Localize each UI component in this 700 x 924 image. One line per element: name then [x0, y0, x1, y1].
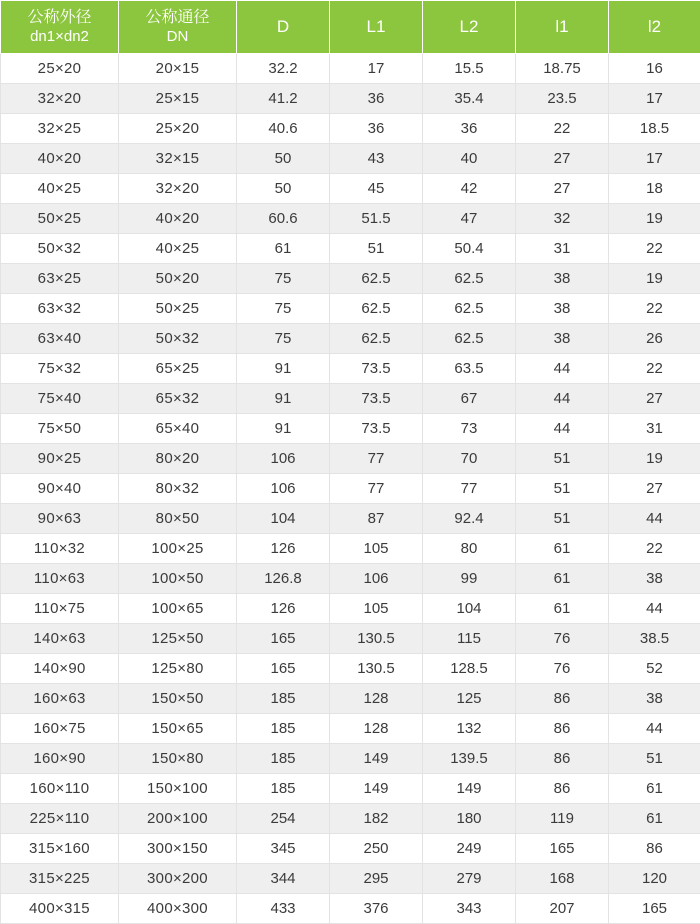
cell-l2-upper: 47 [423, 204, 516, 234]
table-row [1, 204, 700, 234]
cell-l1-upper: 43 [330, 144, 423, 174]
column-header-l2-lower: l2 [609, 1, 700, 54]
table-row [1, 354, 700, 384]
cell-d: 50 [237, 174, 330, 204]
cell-nominal-outer-diameter: 315×225 [1, 864, 119, 894]
cell-d: 185 [237, 744, 330, 774]
cell-d: 75 [237, 294, 330, 324]
cell-l2-lower: 27 [609, 474, 700, 504]
cell-l1-upper: 36 [330, 84, 423, 114]
cell-l1-lower: 61 [516, 594, 609, 624]
cell-l1-lower: 76 [516, 624, 609, 654]
table-row [1, 834, 700, 864]
cell-l2-upper: 67 [423, 384, 516, 414]
cell-l1-upper: 250 [330, 834, 423, 864]
cell-l1-lower: 18.75 [516, 54, 609, 84]
table-row [1, 684, 700, 714]
cell-d: 75 [237, 324, 330, 354]
cell-l1-upper: 128 [330, 684, 423, 714]
cell-nominal-outer-diameter: 90×25 [1, 444, 119, 474]
cell-l2-lower: 17 [609, 84, 700, 114]
table-row [1, 774, 700, 804]
cell-l2-lower: 165 [609, 894, 700, 924]
cell-d: 91 [237, 414, 330, 444]
cell-l1-lower: 61 [516, 534, 609, 564]
cell-nominal-diameter: 100×25 [119, 534, 237, 564]
cell-l2-lower: 44 [609, 714, 700, 744]
table-header-row [1, 1, 700, 54]
table-row [1, 804, 700, 834]
cell-nominal-diameter: 65×32 [119, 384, 237, 414]
cell-nominal-diameter: 25×20 [119, 114, 237, 144]
cell-d: 61 [237, 234, 330, 264]
cell-nominal-outer-diameter: 32×20 [1, 84, 119, 114]
cell-nominal-outer-diameter: 110×32 [1, 534, 119, 564]
cell-l1-upper: 128 [330, 714, 423, 744]
cell-l2-upper: 42 [423, 174, 516, 204]
cell-l2-upper: 70 [423, 444, 516, 474]
table-row [1, 324, 700, 354]
cell-l2-lower: 51 [609, 744, 700, 774]
cell-l1-lower: 38 [516, 324, 609, 354]
cell-l2-upper: 92.4 [423, 504, 516, 534]
table-row [1, 654, 700, 684]
cell-nominal-diameter: 200×100 [119, 804, 237, 834]
cell-nominal-outer-diameter: 63×40 [1, 324, 119, 354]
cell-l2-lower: 61 [609, 804, 700, 834]
table-row [1, 174, 700, 204]
cell-l2-upper: 77 [423, 474, 516, 504]
cell-l2-lower: 19 [609, 444, 700, 474]
table-row [1, 294, 700, 324]
cell-l2-lower: 17 [609, 144, 700, 174]
cell-d: 50 [237, 144, 330, 174]
cell-l2-lower: 27 [609, 384, 700, 414]
cell-l1-upper: 17 [330, 54, 423, 84]
column-header-d: D [237, 1, 330, 54]
cell-d: 75 [237, 264, 330, 294]
cell-l2-lower: 22 [609, 354, 700, 384]
cell-nominal-diameter: 100×50 [119, 564, 237, 594]
cell-d: 106 [237, 444, 330, 474]
cell-l2-upper: 35.4 [423, 84, 516, 114]
cell-l2-lower: 120 [609, 864, 700, 894]
cell-l1-upper: 130.5 [330, 624, 423, 654]
cell-d: 106 [237, 474, 330, 504]
cell-d: 254 [237, 804, 330, 834]
cell-d: 32.2 [237, 54, 330, 84]
cell-l2-upper: 40 [423, 144, 516, 174]
cell-l1-upper: 73.5 [330, 414, 423, 444]
cell-l2-lower: 18.5 [609, 114, 700, 144]
cell-d: 91 [237, 384, 330, 414]
table-row [1, 234, 700, 264]
cell-l2-lower: 26 [609, 324, 700, 354]
cell-d: 126.8 [237, 564, 330, 594]
cell-l2-lower: 22 [609, 534, 700, 564]
cell-nominal-outer-diameter: 160×110 [1, 774, 119, 804]
cell-l2-upper: 343 [423, 894, 516, 924]
column-header-main-text: 公称外径 [27, 9, 91, 26]
cell-l2-lower: 31 [609, 414, 700, 444]
cell-nominal-diameter: 300×150 [119, 834, 237, 864]
cell-nominal-diameter: 150×50 [119, 684, 237, 714]
cell-l2-lower: 38 [609, 684, 700, 714]
cell-l1-upper: 51 [330, 234, 423, 264]
cell-l1-lower: 207 [516, 894, 609, 924]
cell-nominal-outer-diameter: 50×25 [1, 204, 119, 234]
cell-l1-lower: 44 [516, 354, 609, 384]
table-row [1, 744, 700, 774]
cell-l1-upper: 62.5 [330, 294, 423, 324]
cell-nominal-outer-diameter: 90×63 [1, 504, 119, 534]
cell-l2-lower: 44 [609, 504, 700, 534]
cell-nominal-diameter: 80×32 [119, 474, 237, 504]
cell-l2-upper: 249 [423, 834, 516, 864]
cell-l1-lower: 27 [516, 174, 609, 204]
cell-d: 433 [237, 894, 330, 924]
cell-l2-lower: 86 [609, 834, 700, 864]
cell-l1-upper: 87 [330, 504, 423, 534]
table-row [1, 474, 700, 504]
table-row [1, 534, 700, 564]
column-header-l1-lower: l1 [516, 1, 609, 54]
cell-l2-upper: 36 [423, 114, 516, 144]
cell-nominal-outer-diameter: 140×63 [1, 624, 119, 654]
cell-l1-lower: 31 [516, 234, 609, 264]
cell-nominal-outer-diameter: 40×25 [1, 174, 119, 204]
cell-d: 165 [237, 654, 330, 684]
cell-nominal-diameter: 300×200 [119, 864, 237, 894]
cell-d: 185 [237, 684, 330, 714]
cell-nominal-outer-diameter: 75×50 [1, 414, 119, 444]
cell-l2-upper: 62.5 [423, 264, 516, 294]
cell-l1-lower: 165 [516, 834, 609, 864]
cell-l2-lower: 38.5 [609, 624, 700, 654]
cell-nominal-diameter: 25×15 [119, 84, 237, 114]
cell-l2-lower: 18 [609, 174, 700, 204]
cell-l1-upper: 45 [330, 174, 423, 204]
cell-nominal-diameter: 150×65 [119, 714, 237, 744]
table-row [1, 564, 700, 594]
cell-l2-upper: 125 [423, 684, 516, 714]
cell-nominal-diameter: 80×50 [119, 504, 237, 534]
cell-l2-lower: 38 [609, 564, 700, 594]
cell-d: 91 [237, 354, 330, 384]
cell-l2-lower: 19 [609, 264, 700, 294]
cell-l2-upper: 104 [423, 594, 516, 624]
cell-l1-upper: 51.5 [330, 204, 423, 234]
cell-nominal-diameter: 65×40 [119, 414, 237, 444]
cell-l1-lower: 38 [516, 294, 609, 324]
column-header-l2-upper: L2 [423, 1, 516, 54]
cell-d: 165 [237, 624, 330, 654]
cell-nominal-outer-diameter: 50×32 [1, 234, 119, 264]
cell-nominal-outer-diameter: 110×63 [1, 564, 119, 594]
cell-l2-upper: 62.5 [423, 324, 516, 354]
cell-l2-lower: 52 [609, 654, 700, 684]
cell-nominal-diameter: 20×15 [119, 54, 237, 84]
cell-nominal-outer-diameter: 140×90 [1, 654, 119, 684]
cell-l1-lower: 44 [516, 384, 609, 414]
table-row [1, 144, 700, 174]
cell-l1-lower: 51 [516, 474, 609, 504]
cell-d: 185 [237, 714, 330, 744]
cell-nominal-diameter: 150×80 [119, 744, 237, 774]
cell-l2-upper: 180 [423, 804, 516, 834]
cell-nominal-outer-diameter: 75×40 [1, 384, 119, 414]
cell-l1-upper: 105 [330, 594, 423, 624]
table-row [1, 84, 700, 114]
table-row [1, 54, 700, 84]
column-header-nominal-outer-diameter [1, 1, 119, 54]
cell-l1-lower: 38 [516, 264, 609, 294]
cell-nominal-outer-diameter: 63×25 [1, 264, 119, 294]
cell-nominal-outer-diameter: 160×75 [1, 714, 119, 744]
cell-nominal-outer-diameter: 32×25 [1, 114, 119, 144]
cell-l1-lower: 27 [516, 144, 609, 174]
cell-l1-lower: 86 [516, 714, 609, 744]
cell-nominal-outer-diameter: 160×63 [1, 684, 119, 714]
cell-nominal-outer-diameter: 90×40 [1, 474, 119, 504]
cell-l1-lower: 76 [516, 654, 609, 684]
cell-l1-upper: 73.5 [330, 384, 423, 414]
cell-l1-lower: 51 [516, 504, 609, 534]
cell-l1-upper: 182 [330, 804, 423, 834]
table-body [1, 54, 700, 924]
cell-nominal-diameter: 50×32 [119, 324, 237, 354]
cell-l2-upper: 139.5 [423, 744, 516, 774]
cell-l2-lower: 19 [609, 204, 700, 234]
table-row [1, 264, 700, 294]
cell-d: 40.6 [237, 114, 330, 144]
cell-nominal-diameter: 32×15 [119, 144, 237, 174]
cell-nominal-diameter: 40×25 [119, 234, 237, 264]
cell-l2-upper: 80 [423, 534, 516, 564]
cell-nominal-outer-diameter: 225×110 [1, 804, 119, 834]
table-row [1, 594, 700, 624]
table-row [1, 624, 700, 654]
cell-l1-lower: 168 [516, 864, 609, 894]
cell-l1-upper: 149 [330, 744, 423, 774]
table-row [1, 444, 700, 474]
cell-l1-upper: 376 [330, 894, 423, 924]
cell-nominal-diameter: 32×20 [119, 174, 237, 204]
cell-l1-upper: 149 [330, 774, 423, 804]
cell-nominal-outer-diameter: 400×315 [1, 894, 119, 924]
cell-nominal-diameter: 100×65 [119, 594, 237, 624]
cell-l1-upper: 73.5 [330, 354, 423, 384]
cell-l2-upper: 15.5 [423, 54, 516, 84]
cell-nominal-diameter: 150×100 [119, 774, 237, 804]
cell-nominal-diameter: 125×80 [119, 654, 237, 684]
cell-l2-upper: 62.5 [423, 294, 516, 324]
cell-l1-upper: 62.5 [330, 264, 423, 294]
cell-nominal-outer-diameter: 315×160 [1, 834, 119, 864]
cell-l2-lower: 61 [609, 774, 700, 804]
cell-l1-lower: 86 [516, 684, 609, 714]
cell-d: 126 [237, 534, 330, 564]
cell-d: 126 [237, 594, 330, 624]
cell-l1-lower: 23.5 [516, 84, 609, 114]
table-row [1, 504, 700, 534]
cell-l2-upper: 63.5 [423, 354, 516, 384]
cell-nominal-diameter: 50×25 [119, 294, 237, 324]
cell-nominal-diameter: 65×25 [119, 354, 237, 384]
cell-l2-lower: 16 [609, 54, 700, 84]
cell-nominal-diameter: 400×300 [119, 894, 237, 924]
cell-d: 104 [237, 504, 330, 534]
cell-l1-upper: 77 [330, 474, 423, 504]
cell-d: 60.6 [237, 204, 330, 234]
column-header-sub-text: DN [119, 28, 236, 47]
cell-nominal-diameter: 80×20 [119, 444, 237, 474]
cell-l1-upper: 62.5 [330, 324, 423, 354]
cell-l1-upper: 105 [330, 534, 423, 564]
cell-l1-lower: 51 [516, 444, 609, 474]
cell-l1-lower: 86 [516, 744, 609, 774]
cell-l2-lower: 22 [609, 234, 700, 264]
table-row [1, 384, 700, 414]
cell-l1-lower: 61 [516, 564, 609, 594]
cell-l1-lower: 22 [516, 114, 609, 144]
cell-d: 41.2 [237, 84, 330, 114]
cell-l1-lower: 86 [516, 774, 609, 804]
cell-nominal-outer-diameter: 110×75 [1, 594, 119, 624]
cell-l2-upper: 50.4 [423, 234, 516, 264]
cell-d: 344 [237, 864, 330, 894]
table-row [1, 414, 700, 444]
cell-d: 345 [237, 834, 330, 864]
column-header-l1-upper: L1 [330, 1, 423, 54]
cell-nominal-outer-diameter: 40×20 [1, 144, 119, 174]
cell-l1-lower: 32 [516, 204, 609, 234]
cell-l1-lower: 119 [516, 804, 609, 834]
table-row [1, 114, 700, 144]
cell-nominal-outer-diameter: 63×32 [1, 294, 119, 324]
cell-nominal-diameter: 50×20 [119, 264, 237, 294]
cell-l2-upper: 128.5 [423, 654, 516, 684]
table-row [1, 894, 700, 924]
cell-nominal-diameter: 40×20 [119, 204, 237, 234]
table-row [1, 714, 700, 744]
cell-l1-lower: 44 [516, 414, 609, 444]
table-header [1, 1, 700, 54]
cell-l1-upper: 106 [330, 564, 423, 594]
cell-l2-upper: 279 [423, 864, 516, 894]
cell-nominal-diameter: 125×50 [119, 624, 237, 654]
cell-l2-upper: 115 [423, 624, 516, 654]
cell-d: 185 [237, 774, 330, 804]
cell-l1-upper: 295 [330, 864, 423, 894]
cell-l2-lower: 22 [609, 294, 700, 324]
cell-l1-upper: 77 [330, 444, 423, 474]
column-header-nominal-diameter [119, 1, 237, 54]
cell-l2-upper: 132 [423, 714, 516, 744]
table-row [1, 864, 700, 894]
cell-l2-upper: 73 [423, 414, 516, 444]
cell-l2-upper: 99 [423, 564, 516, 594]
column-header-main-text: 公称通径 [145, 9, 209, 26]
cell-nominal-outer-diameter: 75×32 [1, 354, 119, 384]
column-header-sub-text: dn1×dn2 [1, 28, 118, 47]
cell-l2-lower: 44 [609, 594, 700, 624]
cell-nominal-outer-diameter: 160×90 [1, 744, 119, 774]
cell-l1-upper: 130.5 [330, 654, 423, 684]
cell-l1-upper: 36 [330, 114, 423, 144]
cell-nominal-outer-diameter: 25×20 [1, 54, 119, 84]
cell-l2-upper: 149 [423, 774, 516, 804]
